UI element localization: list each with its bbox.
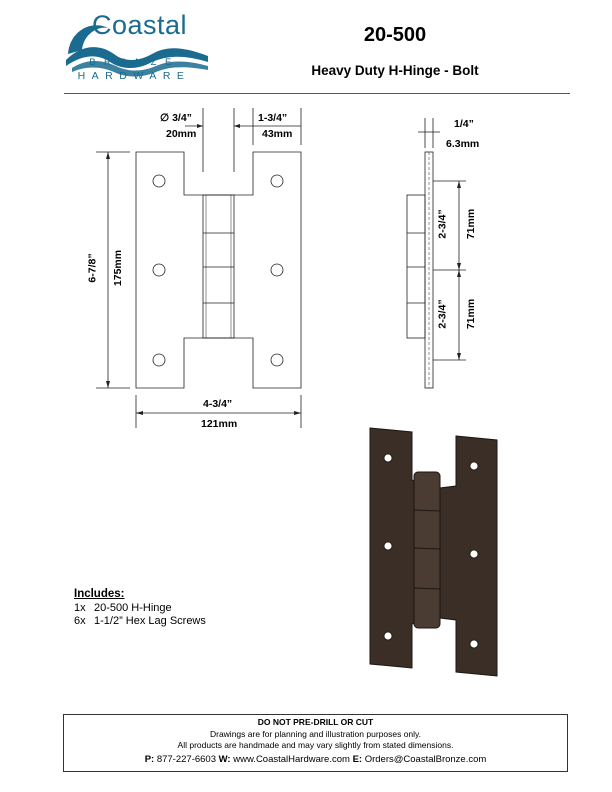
hinge-front-outline <box>136 152 301 388</box>
leaf-width-mm: 43mm <box>262 128 293 140</box>
leaf-width-in: 1-3/4” <box>258 112 288 124</box>
includes-list <box>74 588 206 629</box>
pin-diameter-mm: 20mm <box>166 128 197 140</box>
footer-note-2: All products are handmade and may vary slightly from stated dimensions. <box>177 740 454 750</box>
pin-diameter-label: ∅ 3/4” <box>160 112 192 124</box>
includes-heading: Includes: <box>74 588 125 600</box>
email-link[interactable]: Orders@CoastalBronze.com <box>364 753 487 765</box>
height-mm: 175mm <box>112 249 125 287</box>
phone-number[interactable]: 877-227-6603 <box>156 753 216 765</box>
footer-contact: P: 877-227-6603 W: www.CoastalHardware.com E: Orders@CoastalBronze.com <box>144 753 487 765</box>
overall-width-in: 4-3/4” <box>203 398 233 410</box>
footer-note-1: Drawings are for planning and illustration purposes only. <box>209 728 422 739</box>
hole-spacing-top-in: 2-3/4” <box>436 209 449 239</box>
hole-spacing-top-mm: 71mm <box>465 208 478 240</box>
hole-spacing-bottom-mm: 71mm <box>465 298 478 330</box>
footer-box <box>63 714 568 772</box>
height-in: 6-7/8” <box>86 253 99 283</box>
list-item: 1x 20-500 H-Hinge <box>74 601 172 614</box>
product-title: Heavy Duty H-Hinge - Bolt <box>311 63 479 78</box>
thickness-in: 1/4” <box>454 118 474 130</box>
list-item: 6x 1-1/2” Hex Lag Screws <box>74 615 206 627</box>
website-link[interactable]: www.CoastalHardware.com <box>233 753 350 765</box>
overall-width-mm: 121mm <box>201 418 238 430</box>
brand-bronze: BRONZE <box>89 57 180 68</box>
model-number: 20-500 <box>363 24 427 46</box>
hole-spacing-bottom-in: 2-3/4” <box>436 299 449 329</box>
brand-name: Coastal <box>92 10 188 40</box>
brand-hardware: HARDWARE <box>77 70 191 82</box>
thickness-mm: 6.3mm <box>446 138 480 150</box>
footer-warning: DO NOT PRE-DRILL OR CUT <box>257 717 374 727</box>
